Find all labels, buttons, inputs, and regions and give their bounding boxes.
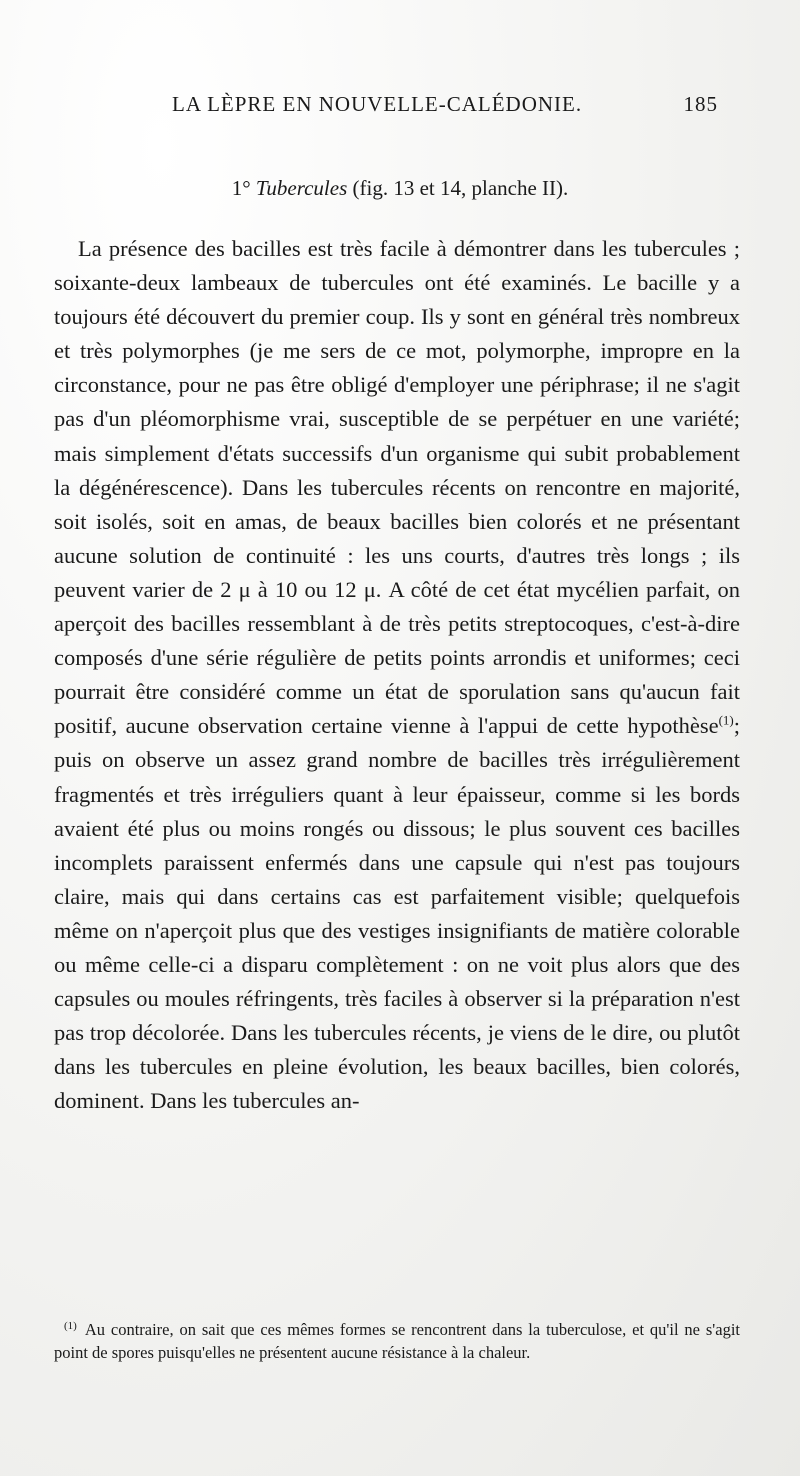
running-title: LA LÈPRE EN NOUVELLE-CALÉDONIE. bbox=[172, 92, 583, 116]
footnote-text: Au contraire, on sait que ces mêmes formes se rencontrent dans la tuberculose, et qu'il ne s'agit point de spores puisqu'elles ne présentent aucune résistance à la chaleur. bbox=[54, 1320, 740, 1362]
body-text-part1: La présence des bacilles est très facile à démontrer dans les tubercules ; soixante-deux lambeaux de tubercules ont été examinés. Le bacille y a toujours été découvert du premier coup. Ils y sont en général très nombreux et très polymorphes (je me sers de ce mot, polymorphe, impropre en la circonstance, pour ne pas être obligé d'employer une périphrase; il ne s'agit pas d'un pléomorphisme vrai, susceptible de se perpétuer en une variété; mais simplement d'états successifs d'un organisme qui subit probablement la dégénérescence). Dans les tubercules récents on rencontre en majorité, soit isolés, soit en amas, de beaux bacilles bien colorés et ne présentant aucune solution de continuité : les uns courts, d'autres très longs ; ils peuvent varier de 2 μ à 10 ou 12 μ. A côté de cet état mycélien parfait, on aperçoit des bacilles ressemblant à de très petits streptocoques, c'est-à-dire composés d'une série régulière de petits points arrondis et uniformes; ceci pourrait être considéré comme un état de sporulation sans qu'aucun fait positif, aucune observation certaine vienne à l'appui de cette hypothèse bbox=[54, 236, 740, 739]
page-header bbox=[172, 92, 718, 117]
footnote-mark: (1) bbox=[64, 1319, 77, 1332]
section-term: Tubercules bbox=[255, 176, 348, 200]
footnote-reference[interactable]: (1) bbox=[718, 712, 734, 728]
section-number: 1° bbox=[231, 176, 251, 200]
body-text-part2: ; puis on observe un assez grand nombre de bacilles très irrégulièrement fragmentés et très irréguliers quant à leur épaisseur, comme si les bords avaient été plus ou moins rongés ou dissous; le plus souvent ces bacilles incomplets paraissent enfermés dans une capsule qui n'est pas toujours claire, mais qui dans certains cas est parfaitement visible; quelquefois même on n'aperçoit plus que des vestiges insignifiants de matière colorable ou même celle-ci a disparu complètement : on ne voit plus alors que des capsules ou moules réfringents, très faciles à observer si la préparation n'est pas trop décolorée. Dans les tubercules récents, je viens de le dire, ou plutôt dans les tubercules en pleine évolution, les beaux bacilles, bien colorés, dominent. Dans les tubercules an- bbox=[54, 713, 740, 1114]
section-heading bbox=[0, 176, 800, 201]
page-number: 185 bbox=[683, 92, 718, 116]
footnote bbox=[54, 1318, 740, 1364]
body-paragraph bbox=[54, 232, 740, 1118]
section-detail: (fig. 13 et 14, planche II). bbox=[352, 176, 569, 200]
